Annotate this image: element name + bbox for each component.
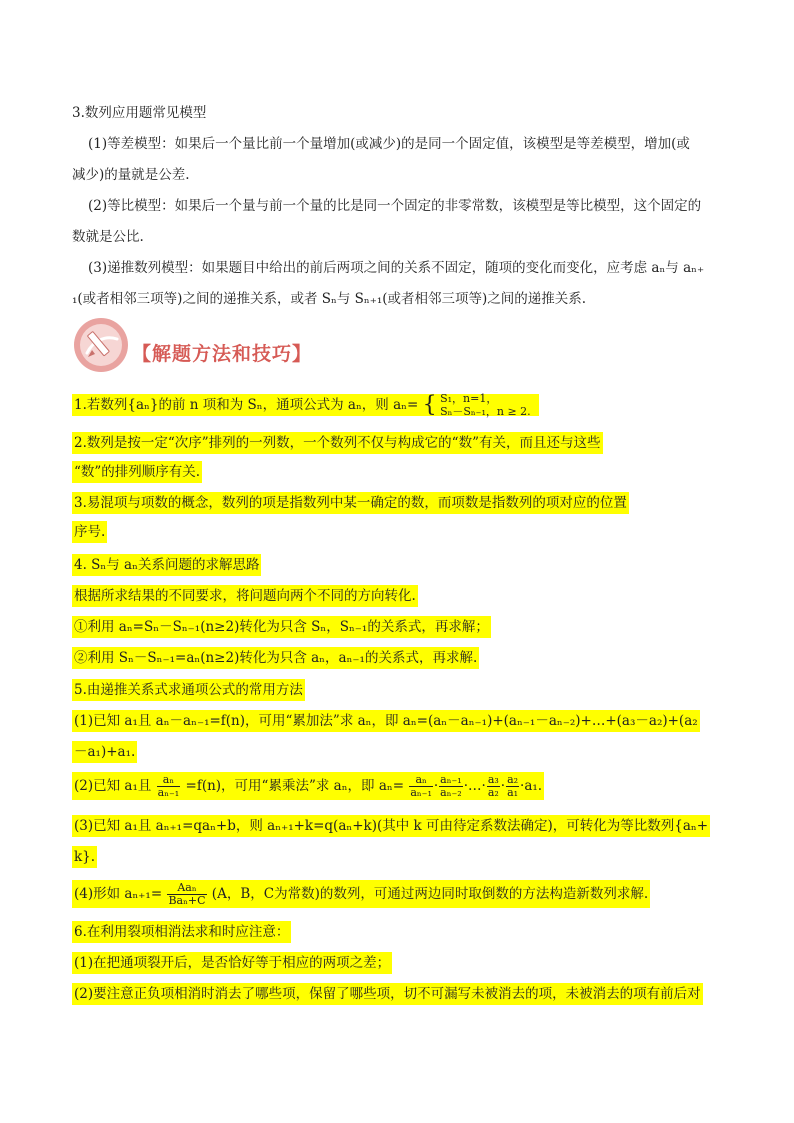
tip-3-line: 3.易混项与项数的概念，数列的项是指数列中某一确定的数，而项数是指数列的项对应的位置 <box>72 494 629 512</box>
tip-4-desc: 根据所求结果的不同要求，将问题向两个不同的方向转化. <box>72 587 418 605</box>
tip-6-item-1: (1)在把通项裂开后，是否恰好等于相应的两项之差； <box>72 954 392 972</box>
piecewise-formula: { S₁，n=1， Sₙ－Sₙ₋₁，n ≥ 2. <box>422 392 531 418</box>
tip-6-item-2: (2)要注意正负项相消时消去了哪些项，保留了哪些项，切不可漏写未被消去的项，未被消去的项有前后对 <box>72 985 703 1003</box>
tip-3-line: 序号. <box>72 523 107 541</box>
section-heading: 3.数列应用题常见模型 <box>72 105 207 121</box>
fraction: $\frac{\text{Aaₙ}}{\text{Baₙ+C}}$ <box>168 881 206 907</box>
tip-4-heading: 4. Sₙ与 aₙ关系问题的求解思路 <box>72 556 261 574</box>
fraction: $\frac{\text{aₙ}}{\text{aₙ₋₁}}$ <box>157 773 180 799</box>
fraction: $\frac{\text{aₙ₋₁}}{\text{aₙ₋₂}}$ <box>440 773 462 799</box>
tip-2-line: “数”的排列顺序有关. <box>72 463 202 481</box>
paragraph-line: ₁(或者相邻三项等)之间的递推关系，或者 Sₙ与 Sₙ₊₁(或者相邻三项等)之间的递推关系. <box>72 291 587 307</box>
paragraph-line: (1)等差模型：如果后一个量比前一个量增加(或减少)的是同一个固定值，该模型是等差模型，增加(或 <box>88 136 690 152</box>
tip-4-item-1: ①利用 aₙ=Sₙ－Sₙ₋₁(n≥2)转化为只含 Sₙ，Sₙ₋₁的关系式，再求解； <box>72 618 491 636</box>
paragraph-line: (3)递推数列模型：如果题目中给出的前后两项之间的关系不固定，随项的变化而变化，应考虑 aₙ与 aₙ₊ <box>88 260 705 276</box>
tip-5-item-4: (4)形如 aₙ₊₁= $\frac{\text{Aaₙ}}{\text{Baₙ+C}}$ (A，B，C为常数)的数列，可通过两边同时取倒数的方法构造新数列求解. <box>74 881 649 907</box>
tip-4-item-2: ②利用 Sₙ－Sₙ₋₁=aₙ(n≥2)转化为只含 aₙ，aₙ₋₁的关系式，再求解. <box>72 649 479 667</box>
pencil-circle-icon <box>73 317 129 373</box>
paragraph-line: 减少)的量就是公差. <box>72 167 190 183</box>
paragraph-line: 数就是公比. <box>72 229 144 245</box>
tip-5-item-1-cont: －a₁)+a₁. <box>72 743 137 761</box>
fraction: $\frac{\text{aₙ}}{\text{aₙ₋₁}}$ <box>410 773 432 799</box>
tip-2-line: 2.数列是按一定“次序”排列的一列数，一个数列不仅与构成它的“数”有关，而且还与这些 <box>72 434 603 452</box>
paragraph-line: (2)等比模型：如果后一个量与前一个量的比是同一个固定的非零常数，该模型是等比模型，这个固定的 <box>88 198 702 214</box>
tip-5-item-2: (2)已知 a₁且 $\frac{\text{aₙ}}{\text{aₙ₋₁}}$ =f(n)，可用“累乘法”求 aₙ，即 aₙ= $\frac{\text{aₙ}}{\text{aₙ₋₁}}$ · $\frac{\text{aₙ₋₁}}{\text{aₙ₋₂}}$ ·…· $\frac{\text{a₃}}{\text{a₂}}$ · $\frac{\text{a₂}}{\text{a₁}}$ ·a₁. <box>74 773 543 799</box>
fraction: $\frac{\text{a₂}}{\text{a₁}}$ <box>507 773 519 799</box>
section-banner-title: 【解题方法和技巧】 <box>132 343 313 365</box>
tip-6-heading: 6.在利用裂项相消法求和时应注意： <box>72 923 291 941</box>
tip-5-heading: 5.由递推关系式求通项公式的常用方法 <box>72 681 305 699</box>
fraction: $\frac{\text{a₃}}{\text{a₂}}$ <box>487 773 499 799</box>
tip-5-item-3-cont: k}. <box>72 848 97 866</box>
tip-5-item-1: (1)已知 a₁且 aₙ－aₙ₋₁=f(n)，可用“累加法”求 aₙ，即 aₙ=(aₙ－aₙ₋₁)+(aₙ₋₁－aₙ₋₂)+…+(a₃－a₂)+(a₂ <box>72 712 700 730</box>
tip-5-item-3: (3)已知 a₁且 aₙ₊₁=qaₙ+b，则 aₙ₊₁+k=q(aₙ+k)(其中 k 可由待定系数法确定)，可转化为等比数列{aₙ+ <box>72 817 710 835</box>
tip-1: 1.若数列{aₙ}的前 n 项和为 Sₙ，通项公式为 aₙ，则 aₙ= { S₁，n=1， Sₙ－Sₙ₋₁，n ≥ 2. <box>72 392 539 418</box>
